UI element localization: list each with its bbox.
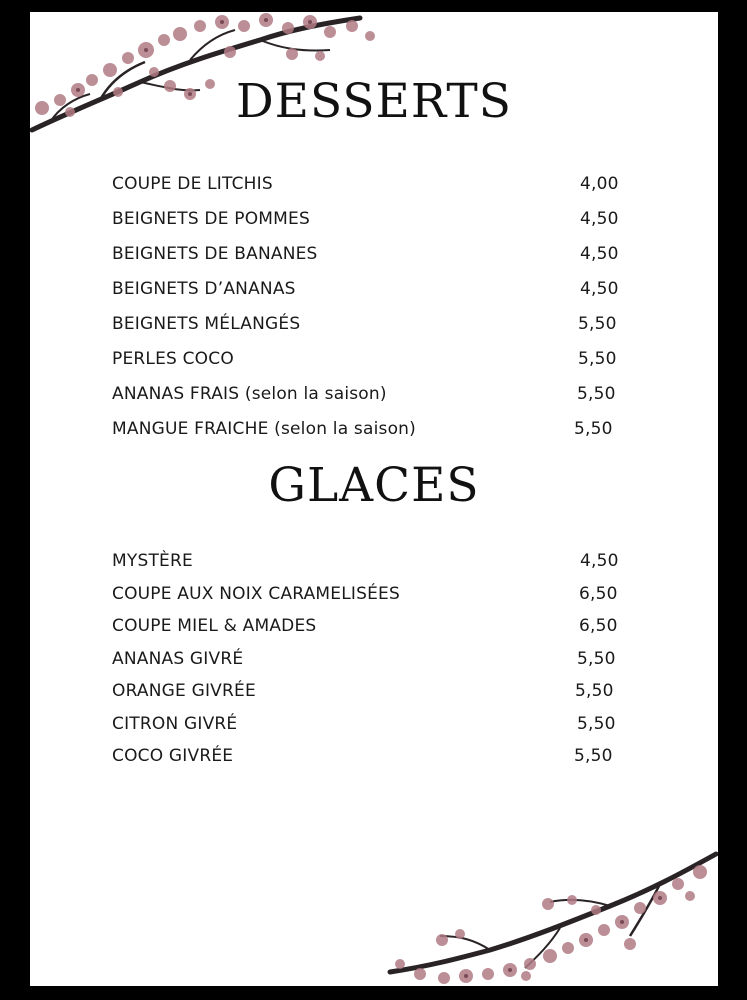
menu-item-name: COUPE DE LITCHIS bbox=[112, 174, 273, 194]
menu-item bbox=[112, 384, 632, 419]
glaces-list bbox=[112, 551, 632, 779]
menu-item-price: 4,50 bbox=[580, 244, 619, 264]
menu-item-name: MANGUE FRAICHE (selon la saison) bbox=[112, 419, 416, 439]
menu-item-price: 5,50 bbox=[574, 746, 613, 766]
menu-item-price: 6,50 bbox=[579, 616, 618, 636]
menu-item-price: 5,50 bbox=[577, 384, 616, 404]
menu-item bbox=[112, 419, 632, 454]
menu-item-price: 5,50 bbox=[578, 349, 617, 369]
menu-item-name: BEIGNETS DE POMMES bbox=[112, 209, 310, 229]
menu-item bbox=[112, 681, 632, 714]
menu-item bbox=[112, 649, 632, 682]
menu-item-price: 4,50 bbox=[580, 279, 619, 299]
menu-item-price: 6,50 bbox=[579, 583, 618, 604]
menu-item-name: COUPE AUX NOIX CARAMELISÉES bbox=[112, 583, 400, 604]
menu-item bbox=[112, 349, 632, 384]
menu-item-name: CITRON GIVRÉ bbox=[112, 713, 238, 734]
menu-item-price: 5,50 bbox=[577, 713, 616, 734]
desserts-title: DESSERTS bbox=[236, 74, 512, 129]
menu-item-name: ORANGE GIVRÉE bbox=[112, 681, 256, 701]
menu-item-price: 4,50 bbox=[580, 551, 619, 571]
menu-item-name: PERLES COCO bbox=[112, 349, 234, 369]
menu-item-price: 5,50 bbox=[578, 314, 617, 334]
menu-item bbox=[112, 279, 632, 314]
menu-item-price: 5,50 bbox=[574, 419, 613, 439]
menu-item-name: COUPE MIEL & AMADES bbox=[112, 616, 317, 636]
menu-item-price: 4,00 bbox=[580, 174, 619, 194]
menu-page bbox=[30, 12, 718, 986]
menu-item bbox=[112, 314, 632, 349]
menu-item bbox=[112, 714, 632, 747]
glaces-title: GLACES bbox=[268, 458, 480, 513]
menu-item-price: 5,50 bbox=[577, 648, 616, 669]
menu-item-name: BEIGNETS MÉLANGÉS bbox=[112, 314, 301, 334]
menu-item bbox=[112, 584, 632, 617]
cherry-blossom-branch-bottom-right bbox=[360, 844, 718, 986]
menu-item-price: 4,50 bbox=[580, 209, 619, 229]
desserts-list bbox=[112, 174, 632, 454]
menu-item bbox=[112, 174, 632, 209]
menu-item-name: BEIGNETS DE BANANES bbox=[112, 244, 318, 264]
menu-item bbox=[112, 209, 632, 244]
menu-item-name: COCO GIVRÉE bbox=[112, 746, 234, 766]
menu-item-name: BEIGNETS D’ANANAS bbox=[112, 279, 296, 299]
menu-item bbox=[112, 616, 632, 649]
menu-item bbox=[112, 551, 632, 584]
menu-item-name: ANANAS FRAIS (selon la saison) bbox=[112, 384, 387, 404]
menu-item-price: 5,50 bbox=[575, 681, 614, 701]
menu-item-name: ANANAS GIVRÉ bbox=[112, 648, 244, 669]
menu-item bbox=[112, 244, 632, 279]
menu-item bbox=[112, 746, 632, 779]
menu-item-name: MYSTÈRE bbox=[112, 551, 193, 571]
